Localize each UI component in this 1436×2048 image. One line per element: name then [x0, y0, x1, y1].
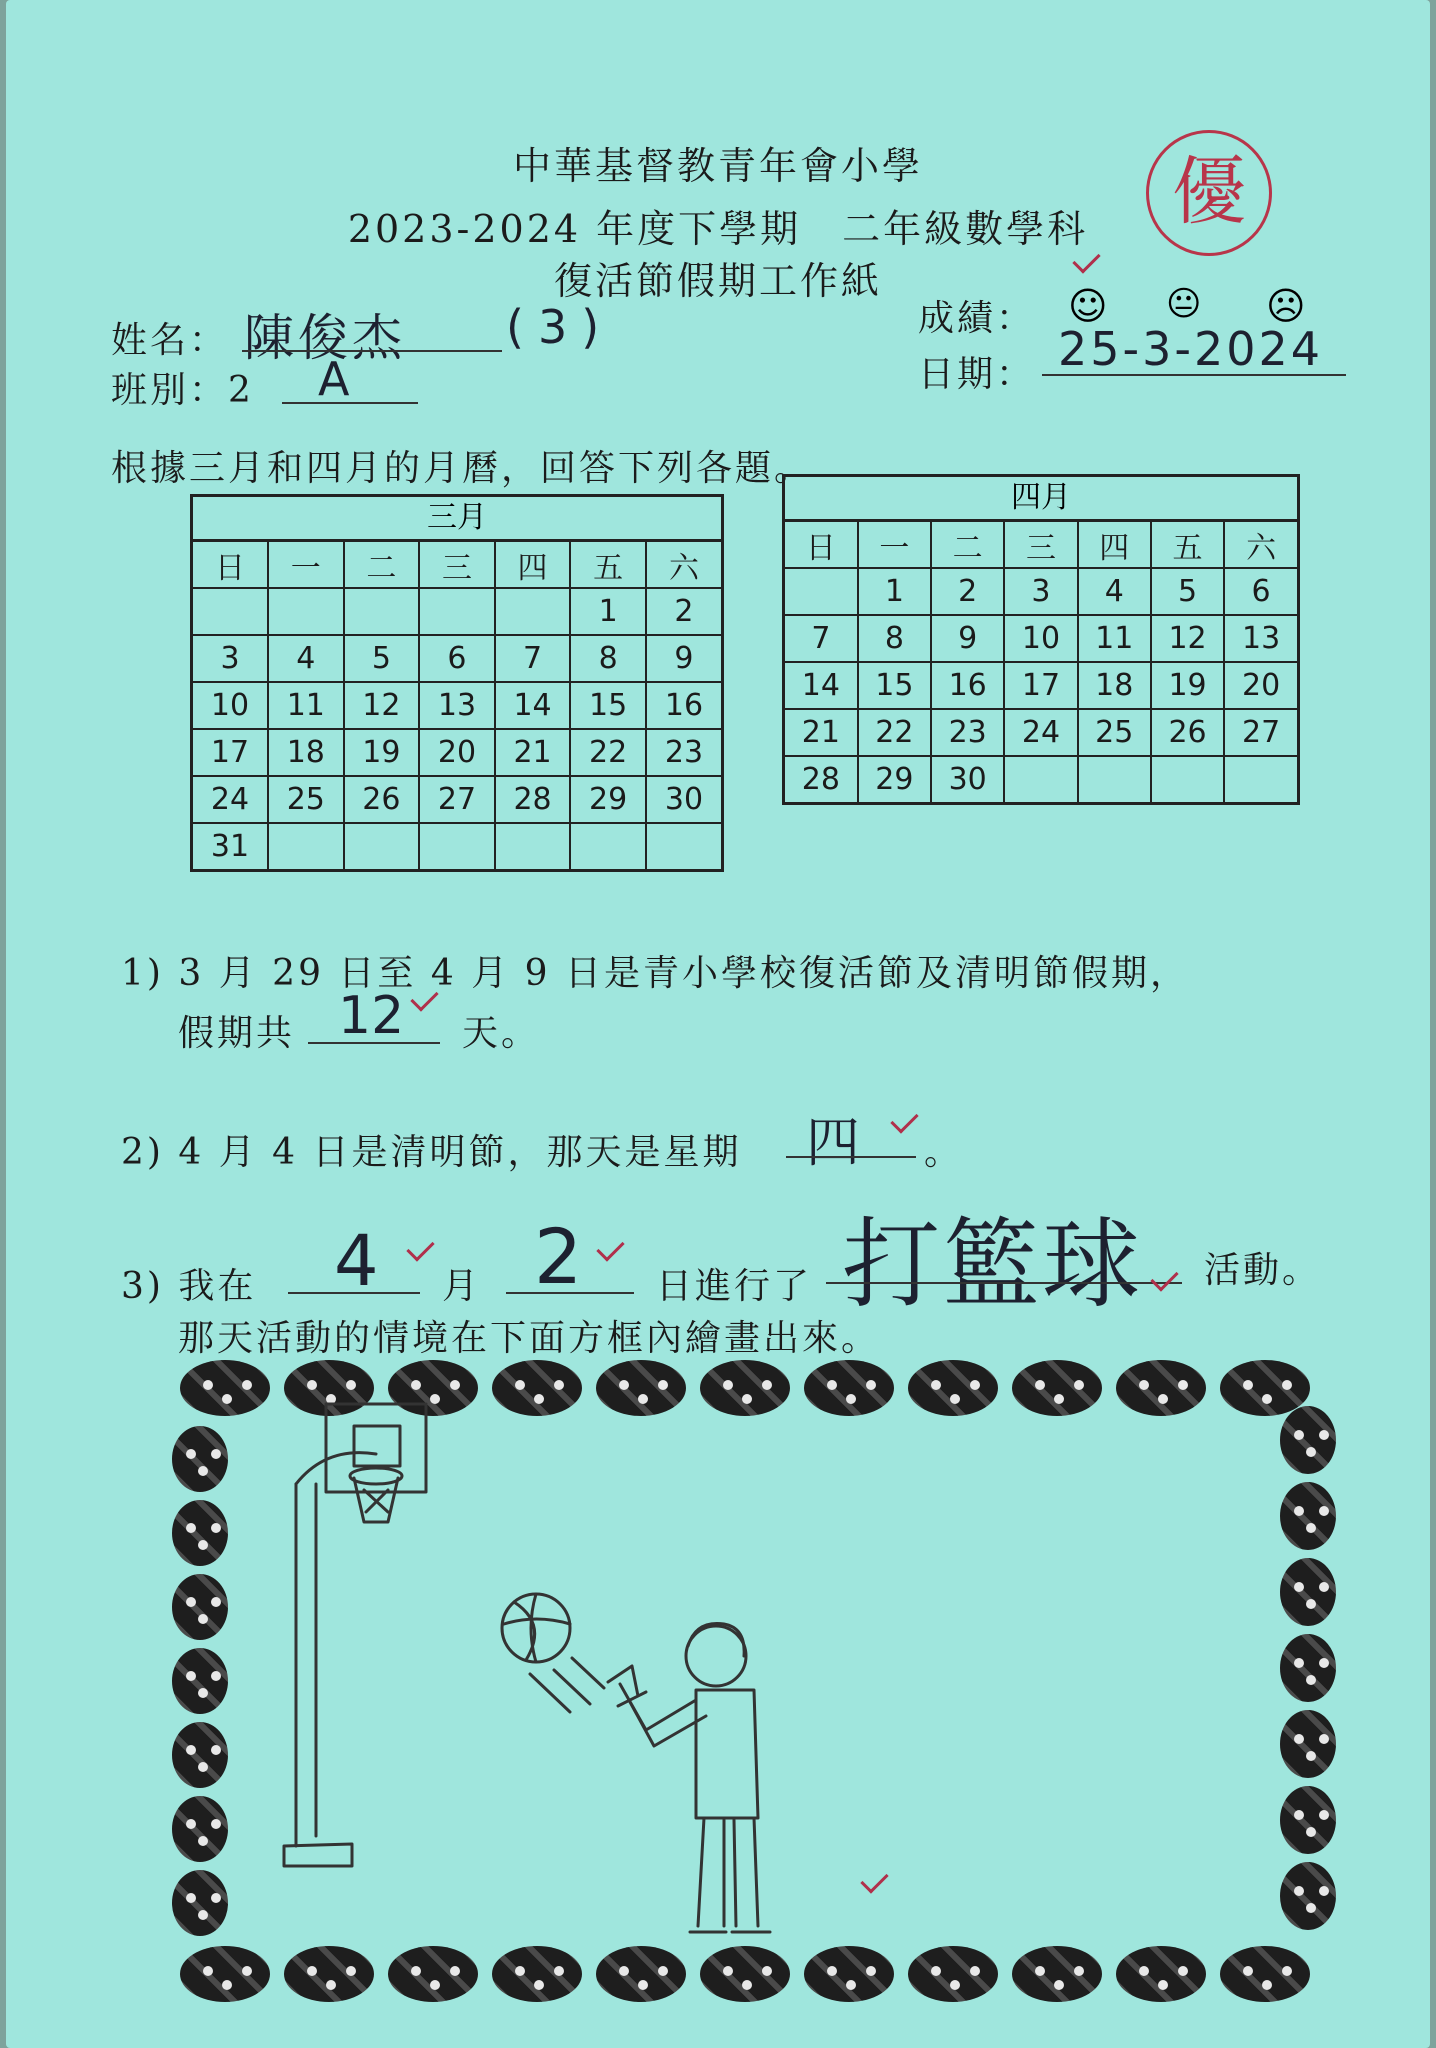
- march-day-cell: [646, 823, 723, 871]
- march-day-cell: [268, 588, 344, 635]
- march-day-cell: 6: [419, 635, 495, 682]
- score-label: 成績：: [918, 298, 1036, 339]
- question-3-part-3: 日進行了: [656, 1266, 813, 1307]
- april-day-cell: 22: [858, 709, 931, 756]
- question-1-prefix: 假期共: [178, 1013, 296, 1054]
- question-3-part-1: 3) 我在: [121, 1266, 257, 1307]
- question-3-day-underline: [506, 1292, 634, 1294]
- march-day-cell: 18: [268, 729, 344, 776]
- april-week-row: [784, 568, 1299, 615]
- worksheet-title: 復活節假期工作紙: [553, 259, 882, 303]
- march-day-cell: 28: [495, 776, 571, 823]
- april-day-cell: 5: [1151, 568, 1224, 615]
- march-day-cell: 11: [268, 682, 344, 729]
- march-week-row: [192, 635, 723, 682]
- april-day-cell: 28: [784, 756, 858, 804]
- name-underline: [242, 350, 502, 352]
- march-weekday-header: 二: [344, 541, 420, 589]
- march-weekday-header: 六: [646, 541, 723, 589]
- april-day-cell: 4: [1078, 568, 1151, 615]
- april-weekday-header: 日: [784, 521, 858, 569]
- march-day-cell: 15: [570, 682, 646, 729]
- march-day-cell: 7: [495, 635, 571, 682]
- question-2-text: 2) 4 月 4 日是清明節，那天是星期: [121, 1132, 742, 1173]
- march-weekday-header: 日: [192, 541, 269, 589]
- march-day-cell: 21: [495, 729, 571, 776]
- april-day-cell: [1078, 756, 1151, 804]
- march-weekday-header: 四: [495, 541, 571, 589]
- march-day-cell: 8: [570, 635, 646, 682]
- april-day-cell: 8: [858, 615, 931, 662]
- april-day-cell: 21: [784, 709, 858, 756]
- basketball-drawing: [176, 1366, 1336, 1996]
- march-day-cell: 1: [570, 588, 646, 635]
- question-3-activity-underline: [826, 1282, 1182, 1284]
- april-day-cell: 20: [1224, 662, 1298, 709]
- april-day-cell: 10: [1004, 615, 1077, 662]
- check-mark-icon: [406, 1233, 434, 1261]
- march-day-cell: [192, 588, 269, 635]
- april-day-cell: 29: [858, 756, 931, 804]
- check-mark-icon: [1150, 1263, 1178, 1291]
- april-week-row: [784, 756, 1299, 804]
- march-day-cell: [344, 823, 420, 871]
- march-day-cell: 13: [419, 682, 495, 729]
- question-2-suffix: 。: [924, 1132, 964, 1173]
- date-underline: [1042, 374, 1346, 376]
- march-day-cell: [495, 588, 571, 635]
- march-weekday-header: 五: [570, 541, 646, 589]
- march-day-cell: 29: [570, 776, 646, 823]
- question-1-text: 1) 3 月 29 日至 4 月 9 日是青小學校復活節及清明節假期，: [121, 953, 1190, 994]
- april-day-cell: 1: [858, 568, 931, 615]
- question-1-answer: 12: [338, 986, 405, 1046]
- name-label: 姓名：: [111, 320, 229, 361]
- march-day-cell: [570, 823, 646, 871]
- april-day-cell: 24: [1004, 709, 1077, 756]
- question-2-underline: [786, 1156, 916, 1158]
- march-day-cell: 23: [646, 729, 723, 776]
- april-day-cell: 7: [784, 615, 858, 662]
- april-weekday-header: 五: [1151, 521, 1224, 569]
- april-day-cell: 15: [858, 662, 931, 709]
- instruction-text: 根據三月和四月的月曆，回答下列各題。: [111, 448, 814, 489]
- grade-stamp: 優: [1146, 130, 1272, 256]
- april-weekday-header: 三: [1004, 521, 1077, 569]
- april-day-cell: 19: [1151, 662, 1224, 709]
- april-weekday-header: 二: [931, 521, 1004, 569]
- drawing-frame: [176, 1366, 1336, 1996]
- april-day-cell: 23: [931, 709, 1004, 756]
- march-day-cell: 3: [192, 635, 269, 682]
- march-day-cell: 22: [570, 729, 646, 776]
- march-calendar: [190, 494, 724, 872]
- date-value: 25-3-2024: [1058, 322, 1324, 376]
- check-mark-icon: [890, 1105, 918, 1133]
- check-mark-icon: [596, 1233, 624, 1261]
- date-label: 日期：: [918, 354, 1036, 395]
- april-day-cell: [1151, 756, 1224, 804]
- april-day-cell: 3: [1004, 568, 1077, 615]
- april-day-cell: 2: [931, 568, 1004, 615]
- term-subject: 2023-2024 年度下學期 二年級數學科: [347, 207, 1089, 251]
- march-week-row: [192, 729, 723, 776]
- april-day-cell: 14: [784, 662, 858, 709]
- april-day-cell: [1224, 756, 1298, 804]
- class-label: 班別：2: [111, 370, 254, 411]
- march-week-row: [192, 682, 723, 729]
- april-day-cell: 16: [931, 662, 1004, 709]
- march-title: 三月: [190, 494, 724, 539]
- april-week-row: [784, 662, 1299, 709]
- march-day-cell: [419, 823, 495, 871]
- march-day-cell: [344, 588, 420, 635]
- april-weekday-header: 六: [1224, 521, 1298, 569]
- march-day-cell: 19: [344, 729, 420, 776]
- class-underline: [282, 402, 418, 404]
- question-3-month: 4: [334, 1220, 379, 1302]
- march-day-cell: 24: [192, 776, 269, 823]
- question-3-part-4: 活動。: [1204, 1250, 1322, 1291]
- march-day-cell: 27: [419, 776, 495, 823]
- question-3-month-underline: [288, 1292, 420, 1294]
- april-calendar: [782, 474, 1300, 805]
- march-week-row: [192, 823, 723, 871]
- question-3-part-2: 月: [442, 1266, 482, 1307]
- march-week-row: [192, 776, 723, 823]
- april-day-cell: 11: [1078, 615, 1151, 662]
- question-2-answer: 四: [806, 1111, 860, 1174]
- march-day-cell: 20: [419, 729, 495, 776]
- question-3-day: 2: [534, 1212, 583, 1301]
- march-day-cell: 5: [344, 635, 420, 682]
- april-weekday-header: 一: [858, 521, 931, 569]
- happy-face-icon: ☺: [1068, 284, 1108, 328]
- april-day-cell: [1004, 756, 1077, 804]
- march-weekday-header: 三: [419, 541, 495, 589]
- class-number: (3): [506, 300, 614, 354]
- april-day-cell: 30: [931, 756, 1004, 804]
- april-day-cell: 6: [1224, 568, 1298, 615]
- neutral-face-icon: 😐: [1166, 284, 1202, 324]
- march-day-cell: 25: [268, 776, 344, 823]
- march-day-cell: [419, 588, 495, 635]
- april-day-cell: 27: [1224, 709, 1298, 756]
- april-day-cell: 9: [931, 615, 1004, 662]
- march-day-cell: 2: [646, 588, 723, 635]
- march-day-cell: 10: [192, 682, 269, 729]
- question-3-activity: 打籃球: [842, 1208, 1143, 1322]
- march-day-cell: 12: [344, 682, 420, 729]
- class-value: A: [318, 352, 350, 406]
- student-name: 陳俊杰: [244, 309, 406, 367]
- april-day-cell: [784, 568, 858, 615]
- march-week-row: [192, 588, 723, 635]
- april-day-cell: 13: [1224, 615, 1298, 662]
- april-week-row: [784, 615, 1299, 662]
- sad-face-icon: ☹: [1266, 284, 1306, 328]
- question-3-line-2: 那天活動的情境在下面方框內繪畫出來。: [178, 1318, 881, 1359]
- worksheet-paper: [6, 0, 1430, 2048]
- april-day-cell: 18: [1078, 662, 1151, 709]
- march-day-cell: 9: [646, 635, 723, 682]
- april-title: 四月: [782, 474, 1300, 519]
- march-day-cell: [495, 823, 571, 871]
- april-day-cell: 17: [1004, 662, 1077, 709]
- march-day-cell: 16: [646, 682, 723, 729]
- april-day-cell: 12: [1151, 615, 1224, 662]
- april-day-cell: 26: [1151, 709, 1224, 756]
- question-1-suffix: 天。: [462, 1013, 541, 1054]
- school-name: 中華基督教青年會小學: [512, 144, 923, 188]
- march-day-cell: [268, 823, 344, 871]
- march-day-cell: 26: [344, 776, 420, 823]
- april-day-cell: 25: [1078, 709, 1151, 756]
- march-day-cell: 4: [268, 635, 344, 682]
- april-weekday-header: 四: [1078, 521, 1151, 569]
- question-1-underline: [308, 1042, 440, 1044]
- march-weekday-header: 一: [268, 541, 344, 589]
- march-day-cell: 17: [192, 729, 269, 776]
- april-week-row: [784, 709, 1299, 756]
- march-day-cell: 30: [646, 776, 723, 823]
- march-day-cell: 14: [495, 682, 571, 729]
- march-day-cell: 31: [192, 823, 269, 871]
